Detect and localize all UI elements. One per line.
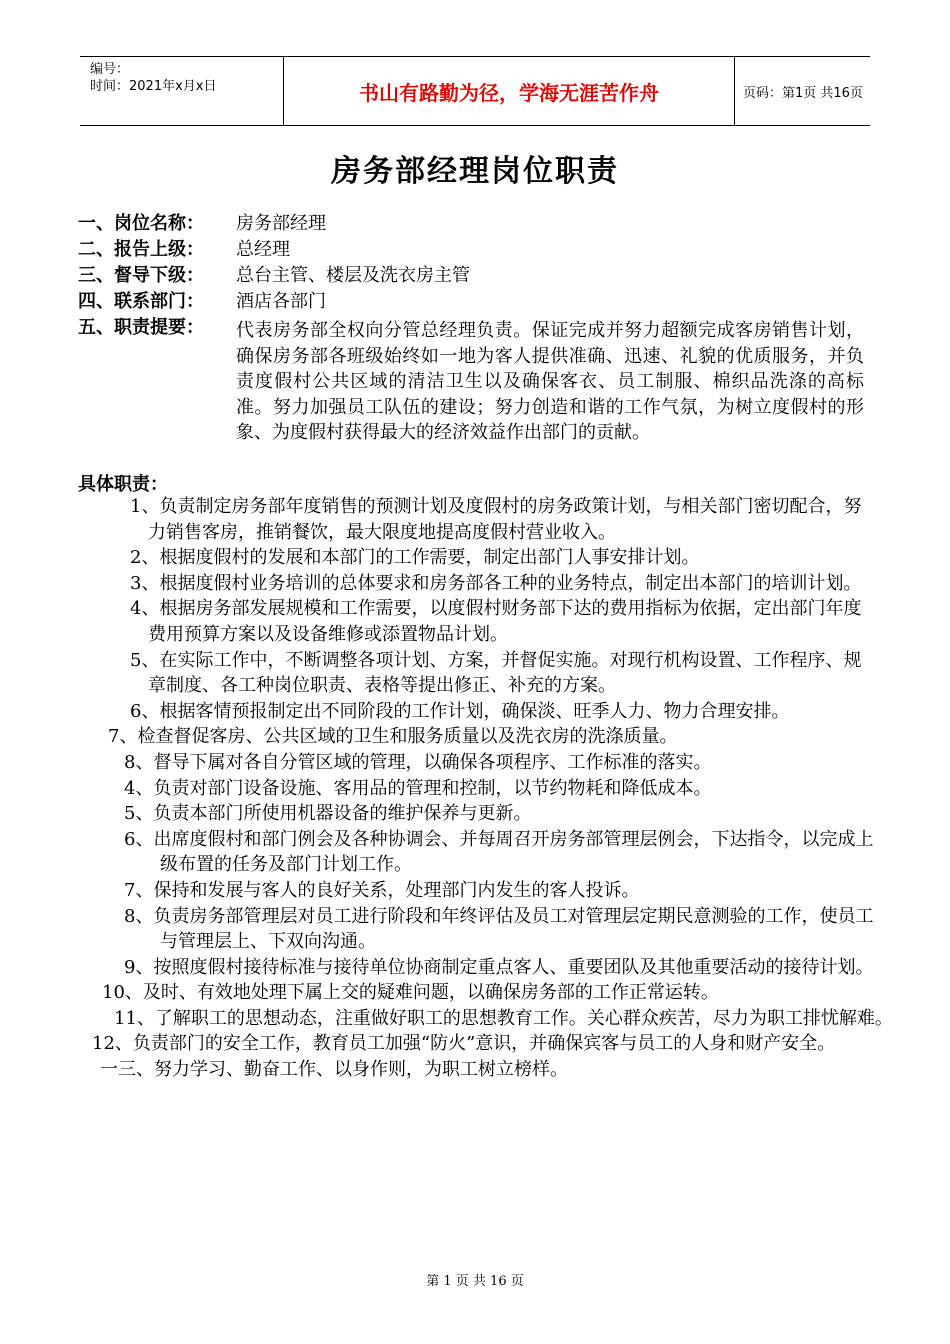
header-motto: 书山有路勤为径，学海无涯苦作舟 xyxy=(283,57,735,125)
list-item: 一三、努力学习、勤奋工作、以身作则，为职工树立榜样。 xyxy=(100,1059,568,1081)
list-item: 9、按照度假村接待标准与接待单位协商制定重点客人、重要团队及其他重要活动的接待计划。 xyxy=(124,956,874,978)
list-item: 6、根据客情预报制定出不同阶段的工作计划，确保淡、旺季人力、物力合理安排。 xyxy=(130,700,790,722)
number-label: 编号： xyxy=(90,62,130,77)
field-label: 五、职责提要： xyxy=(78,317,204,338)
list-item: 4、根据房务部发展规模和工作需要，以度假村财务部下达的费用指标为依据，定出部门年度费用预算方案以及设备维修或添置物品计划。 xyxy=(130,598,862,645)
field-post-name xyxy=(78,212,326,236)
list-item: 4、负责对部门设备设施、客用品的管理和控制，以节约物耗和降低成本。 xyxy=(124,777,712,799)
field-contact-dept xyxy=(78,290,326,314)
field-value: 酒店各部门 xyxy=(236,291,326,312)
field-supervise xyxy=(78,264,470,288)
field-summary-label xyxy=(78,316,236,340)
list-item: 3、根据度假村业务培训的总体要求和房务部各工种的业务特点，制定出本部门的培训计划。 xyxy=(130,572,862,594)
list-item: 1、负责制定房务部年度销售的预测计划及度假村的房务政策计划，与相关部门密切配合，努力销售客房，推销餐饮，最大限度地提高度假村营业收入。 xyxy=(130,496,862,543)
date-label: 时间：2021年x月x日 xyxy=(90,79,217,94)
duties-title: 具体职责： xyxy=(78,474,168,495)
field-label: 四、联系部门： xyxy=(78,291,204,312)
list-item: 7、保持和发展与客人的良好关系，处理部门内发生的客人投诉。 xyxy=(124,879,640,901)
field-value: 总经理 xyxy=(236,239,290,260)
field-label: 二、报告上级： xyxy=(78,239,204,260)
field-label: 三、督导下级： xyxy=(78,265,204,286)
list-item: 7、检查督促客房、公共区域的卫生和服务质量以及洗衣房的洗涤质量。 xyxy=(108,726,678,748)
list-item: 6、出席度假村和部门例会及各种协调会、并每周召开房务部管理层例会，下达指令，以完成上级布置的任务及部门计划工作。 xyxy=(124,828,874,876)
page-footer: 第 1 页 共 16 页 xyxy=(426,1274,524,1289)
field-value: 总台主管、楼层及洗衣房主管 xyxy=(236,265,470,286)
header-meta xyxy=(80,57,280,125)
summary-text: 代表房务部全权向分管总经理负责。保证完成并努力超额完成客房销售计划，确保房务部各班级始终如一地为客人提供准确、迅速、礼貌的优质服务，并负责度假村公共区域的清洁卫生以及确保客衣、员工制服、棉织品洗涤的高标准。努力加强员工队伍的建设；努力创造和谐的工作气氛，为树立度假村的形象、为度假村获得最大的经济效益作出部门的贡献。 xyxy=(236,320,864,444)
duties-list xyxy=(0,494,950,1083)
list-item: 8、负责房务部管理层对员工进行阶段和年终评估及员工对管理层定期民意测验的工作，使员工与管理层上、下双向沟通。 xyxy=(124,905,874,953)
list-item: 5、在实际工作中，不断调整各项计划、方案，并督促实施。对现行机构设置、工作程序、规章制度、各工种岗位职责、表格等提出修正、补充的方案。 xyxy=(130,649,862,697)
list-item: 5、负责本部门所使用机器设备的维护保养与更新。 xyxy=(124,803,532,825)
list-item: 10、及时、有效地处理下属上交的疑难问题，以确保房务部的工作正常运转。 xyxy=(102,982,719,1004)
page-title: 房务部经理岗位职责 xyxy=(331,154,619,189)
document-header xyxy=(80,56,870,126)
list-item: 12、负责部门的安全工作，教育员工加强“防火”意识，并确保宾客与员工的人身和财产安全。 xyxy=(92,1033,836,1055)
list-item: 11、了解职工的思想动态，注重做好职工的思想教育工作。关心群众疾苦，尽力为职工排忧解难。 xyxy=(114,1007,893,1029)
field-report-to xyxy=(78,238,290,262)
field-value: 房务部经理 xyxy=(236,213,326,234)
list-item: 8、督导下属对各自分管区域的管理，以确保各项程序、工作标准的落实。 xyxy=(124,751,712,773)
list-item: 2、根据度假村的发展和本部门的工作需要，制定出部门人事安排计划。 xyxy=(130,547,700,569)
field-label: 一、岗位名称： xyxy=(78,213,204,234)
header-page-info: 页码：第1页 共16页 xyxy=(743,85,863,101)
